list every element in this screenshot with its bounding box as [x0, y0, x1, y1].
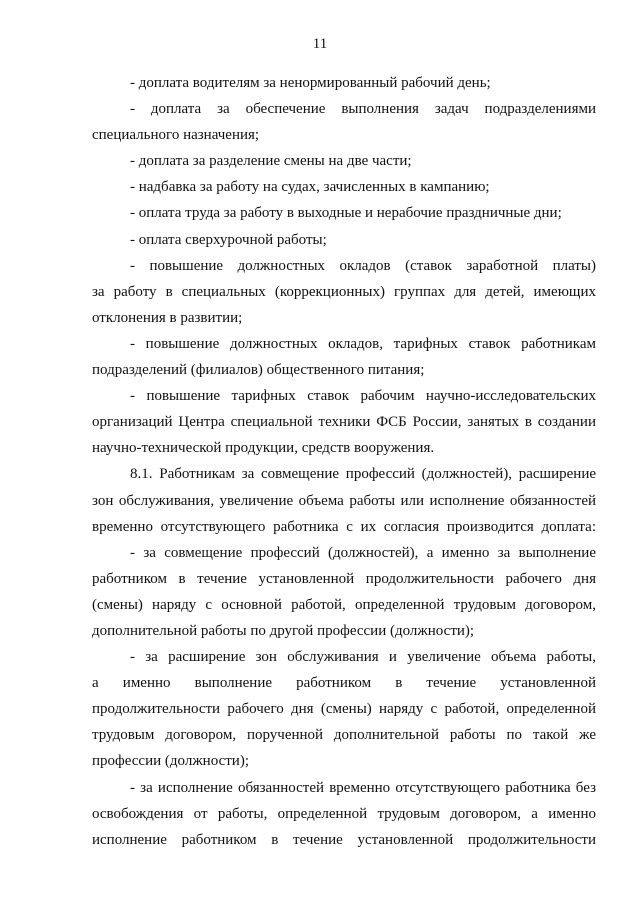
text-line: подразделений (филиалов) общественного питания; [92, 362, 425, 379]
text-line: работником в течение установленной продолжительности рабочего дня [92, 570, 596, 587]
text-line: исполнение работником в течение установленной продолжительности [92, 831, 596, 848]
text-line: - за расширение зон обслуживания и увеличение объема работы, [130, 649, 596, 666]
text-line: отклонения в развитии; [92, 309, 243, 326]
text-line: профессии (должности); [92, 753, 249, 770]
text-line: научно-технической продукции, средств вооружения. [92, 440, 435, 457]
text-line: - доплата за обеспечение выполнения задач подразделениями [130, 101, 596, 118]
text-line: освобождения от работы, определенной трудовым договором, а именно [92, 805, 596, 822]
text-line: - повышение должностных окладов (ставок заработной платы) [130, 257, 596, 274]
text-line: - доплата водителям за ненормированный рабочий день; [130, 75, 491, 91]
text-line: 8.1. Работникам за совмещение профессий (должностей), расширение [130, 466, 596, 483]
page-number: 11 [312, 36, 328, 52]
document-body [92, 70, 596, 853]
text-line: - повышение должностных окладов, тарифных ставок работникам [130, 335, 596, 352]
text-line: продолжительности рабочего дня (смены) наряду с работой, определенной [92, 701, 596, 718]
text-line: - повышение тарифных ставок рабочим научно-исследовательских [130, 388, 596, 405]
text-line: трудовым договором, порученной дополнительной работы по такой же [92, 727, 596, 744]
text-line: - оплата труда за работу в выходные и нерабочие праздничные дни; [130, 205, 562, 222]
text-line: - за совмещение профессий (должностей), а именно за выполнение [130, 544, 596, 561]
text-line: - надбавка за работу на судах, зачисленных в кампанию; [130, 179, 490, 196]
text-line: - доплата за разделение смены на две части; [130, 153, 412, 170]
text-line: дополнительной работы по другой профессии (должности); [92, 622, 475, 639]
text-line: (смены) наряду с основной работой, определенной трудовым договором, [92, 596, 596, 613]
text-line: - за исполнение обязанностей временно отсутствующего работника без [130, 779, 596, 796]
text-line: временно отсутствующего работника с их согласия производится доплата: [92, 518, 596, 535]
text-line: за работу в специальных (коррекционных) группах для детей, имеющих [92, 283, 596, 300]
text-line: зон обслуживания, увеличение объема работы или исполнение обязанностей [92, 492, 596, 509]
text-line: - оплата сверхурочной работы; [130, 231, 327, 248]
text-line: специального назначения; [92, 127, 260, 144]
text-line: организаций Центра специальной техники ФСБ России, занятых в создании [92, 414, 596, 431]
text-line: а именно выполнение работником в течение установленной [92, 675, 596, 692]
